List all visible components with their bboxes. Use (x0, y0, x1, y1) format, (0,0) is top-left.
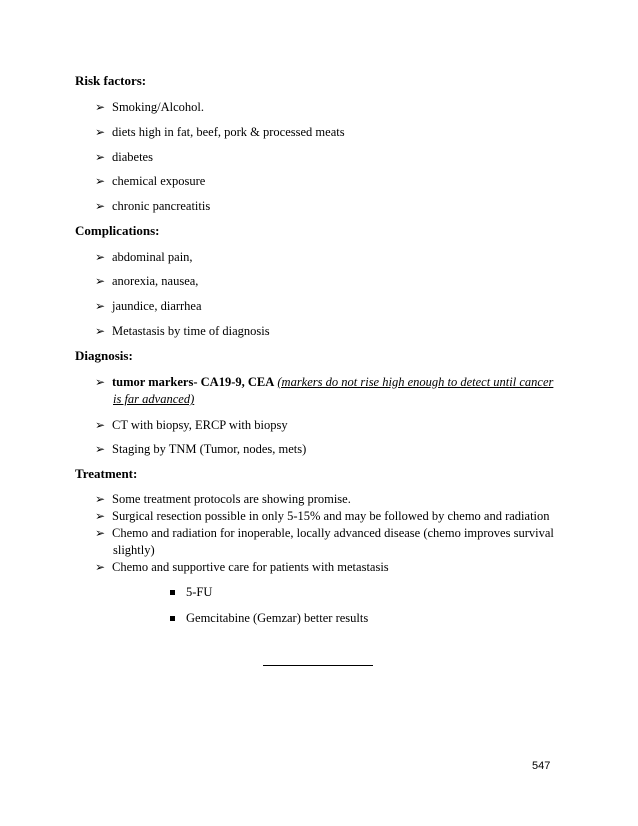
list-item: ➢ jaundice, diarrhea (95, 299, 202, 313)
arrow-bullet-icon: ➢ (95, 324, 106, 338)
arrow-bullet-icon: ➢ (95, 418, 106, 432)
list-item: ➢ CT with biopsy, ERCP with biopsy (95, 418, 288, 432)
heading-risk-factors: Risk factors: (75, 73, 147, 88)
page-number: 547 (532, 760, 551, 772)
heading-treatment: Treatment: (75, 466, 138, 481)
tumor-markers-note: (markers do not rise high enough to detect until cancer (277, 375, 554, 389)
square-bullet-icon (170, 590, 175, 595)
list-item: ➢ anorexia, nausea, (95, 274, 199, 288)
arrow-bullet-icon: ➢ (95, 492, 106, 506)
list-item: ➢ Some treatment protocols are showing promise. (95, 492, 351, 506)
list-item: ➢ Chemo and supportive care for patients with metastasis (95, 560, 389, 574)
list-item: ➢ chronic pancreatitis (95, 199, 211, 213)
square-bullet-icon (170, 616, 175, 621)
arrow-bullet-icon: ➢ (95, 174, 106, 188)
list-item: ➢ Chemo and radiation for inoperable, locally advanced disease (chemo improves survival (95, 526, 554, 540)
tumor-markers-text: tumor markers- CA19-9, CEA (112, 375, 275, 389)
arrow-bullet-icon: ➢ (95, 199, 106, 213)
arrow-bullet-icon: ➢ (95, 375, 106, 389)
list-item: ➢ abdominal pain, (95, 250, 193, 264)
arrow-bullet-icon: ➢ (95, 274, 106, 288)
list-item: ➢ Surgical resection possible in only 5-15% and may be followed by chemo and radiation (95, 509, 550, 523)
list-item: ➢ diabetes (95, 150, 153, 164)
list-item (95, 375, 553, 390)
arrow-bullet-icon: ➢ (95, 125, 106, 139)
list-item: ➢ diets high in fat, beef, pork & processed meats (95, 125, 345, 139)
arrow-bullet-icon: ➢ (95, 100, 106, 114)
list-item-continuation: slightly) (113, 543, 155, 557)
list-item: ➢ Metastasis by time of diagnosis (95, 324, 270, 338)
arrow-bullet-icon: ➢ (95, 442, 106, 456)
arrow-bullet-icon: ➢ (95, 526, 106, 540)
arrow-bullet-icon: ➢ (95, 150, 106, 164)
arrow-bullet-icon: ➢ (95, 250, 106, 264)
separator-rule (263, 665, 373, 666)
sub-list-item: 5-FU (170, 585, 212, 600)
arrow-bullet-icon: ➢ (95, 299, 106, 313)
arrow-bullet-icon: ➢ (95, 560, 106, 574)
arrow-bullet-icon: ➢ (95, 509, 106, 523)
list-item-continuation: is far advanced) (113, 392, 195, 406)
list-item: ➢ Staging by TNM (Tumor, nodes, mets) (95, 442, 307, 456)
heading-complications: Complications: (75, 223, 160, 238)
sub-list-item: Gemcitabine (Gemzar) better results (170, 611, 368, 626)
list-item: ➢ chemical exposure (95, 174, 206, 188)
list-item: ➢ Smoking/Alcohol. (95, 100, 205, 114)
heading-diagnosis: Diagnosis: (75, 348, 133, 363)
